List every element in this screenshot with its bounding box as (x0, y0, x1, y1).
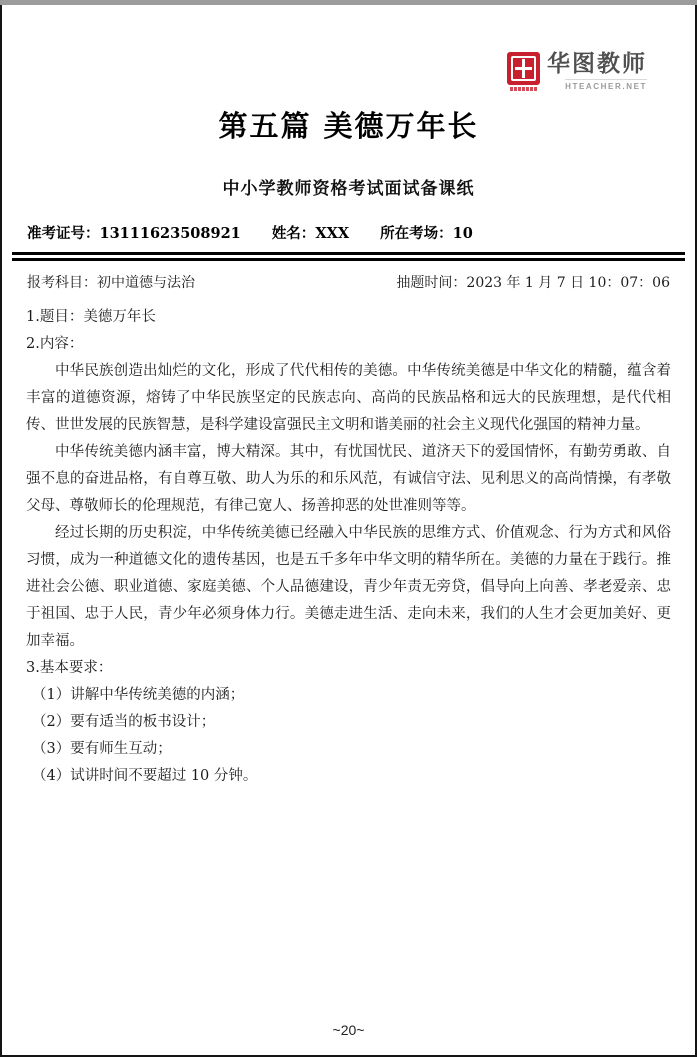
page-subtitle: 中小学教师资格考试面试备课纸 (222, 179, 475, 199)
page-number: ~20~ (332, 1022, 365, 1038)
draw-time-group (396, 272, 670, 292)
requirement-item: （3）要有师生互动； (32, 741, 172, 757)
exam-info-line (25, 272, 672, 292)
ticket-number-group (27, 225, 241, 242)
document-body (25, 304, 672, 790)
huatu-emblem-icon (511, 56, 536, 81)
requirement-item: （2）要有适当的板书设计； (32, 714, 216, 730)
logo-brand: 华图教师 (547, 50, 647, 76)
topic-line: 1.题目：美德万年长 (26, 309, 156, 325)
logo-text (547, 52, 647, 91)
content-label-line: 2.内容： (26, 336, 84, 352)
double-rule-divider (12, 252, 685, 261)
requirements-label-line: 3.基本要求： (26, 660, 113, 676)
draw-time-label: 抽题时间： (396, 275, 467, 291)
requirement-item: （1）讲解中华传统美德的内涵； (32, 687, 245, 703)
candidate-name-label: 姓名： (271, 225, 316, 242)
candidate-name-group (272, 225, 349, 242)
content-paragraph: 中华民族创造出灿烂的文化，形成了代代相传的美德。中华传统美德是中华文化的精髓，蕴含着丰富的道德资源，熔铸了中华民族坚定的民族志向、高尚的民族品格和远大的民族理想，是代代相传、世世发展的民族智慧，是科学建设富强民主文明和谐美丽的社会主义现代化强国的精神力量。 (26, 363, 671, 433)
ticket-number-value: 13111623508921 (99, 225, 241, 242)
exam-room-label: 所在考场： (380, 225, 453, 242)
draw-time-value: 2023 年 1 月 7 日 10：07：06 (466, 275, 670, 291)
content-paragraph: 中华传统美德内涵丰富，博大精深。其中，有忧国忧民、道济天下的爱国情怀，有勤劳勇敢、自强不息的奋进品格，有自尊互敬、助人为乐的和乐风范，有诚信守法、见利思义的高尚情操，有孝敬父母、尊敬师长的伦理规范，有律己宽人、扬善抑恶的处世准则等等。 (26, 444, 671, 514)
document-page (0, 5, 697, 1057)
exam-room-value: 10 (452, 225, 473, 242)
ticket-number-label: 准考证号： (27, 225, 100, 242)
huatu-logo-icon-wrap (507, 52, 540, 91)
page-title: 第五篇 美德万年长 (218, 109, 479, 143)
huatu-logo (507, 52, 647, 91)
content-paragraph: 经过长期的历史积淀，中华传统美德已经融入中华民族的思维方式、价值观念、行为方式和风俗习惯，成为一种道德文化的遗传基因，也是五千多年中华文明的精华所在。美德的力量在于践行。推进社会公德、职业道德、家庭美德、个人品德建设，青少年责无旁贷，倡导向上向善、孝老爱亲、忠于祖国、忠于人民，青少年必须身体力行。美德走进生活、走向未来，我们的人生才会更加美好、更加幸福。 (26, 525, 671, 649)
subject-value: 初中道德与法治 (97, 275, 195, 291)
huatu-logo-icon (507, 52, 540, 85)
requirement-item: （4）试讲时间不要超过 10 分钟。 (32, 768, 258, 784)
subject-group (27, 272, 195, 292)
candidate-name-value: XXX (315, 225, 350, 242)
subject-label: 报考科目： (27, 275, 97, 291)
logo-domain: HTEACHER.NET (565, 79, 647, 91)
logo-caption (510, 87, 538, 91)
exam-room-group (380, 225, 473, 242)
candidate-info-line (25, 222, 672, 243)
